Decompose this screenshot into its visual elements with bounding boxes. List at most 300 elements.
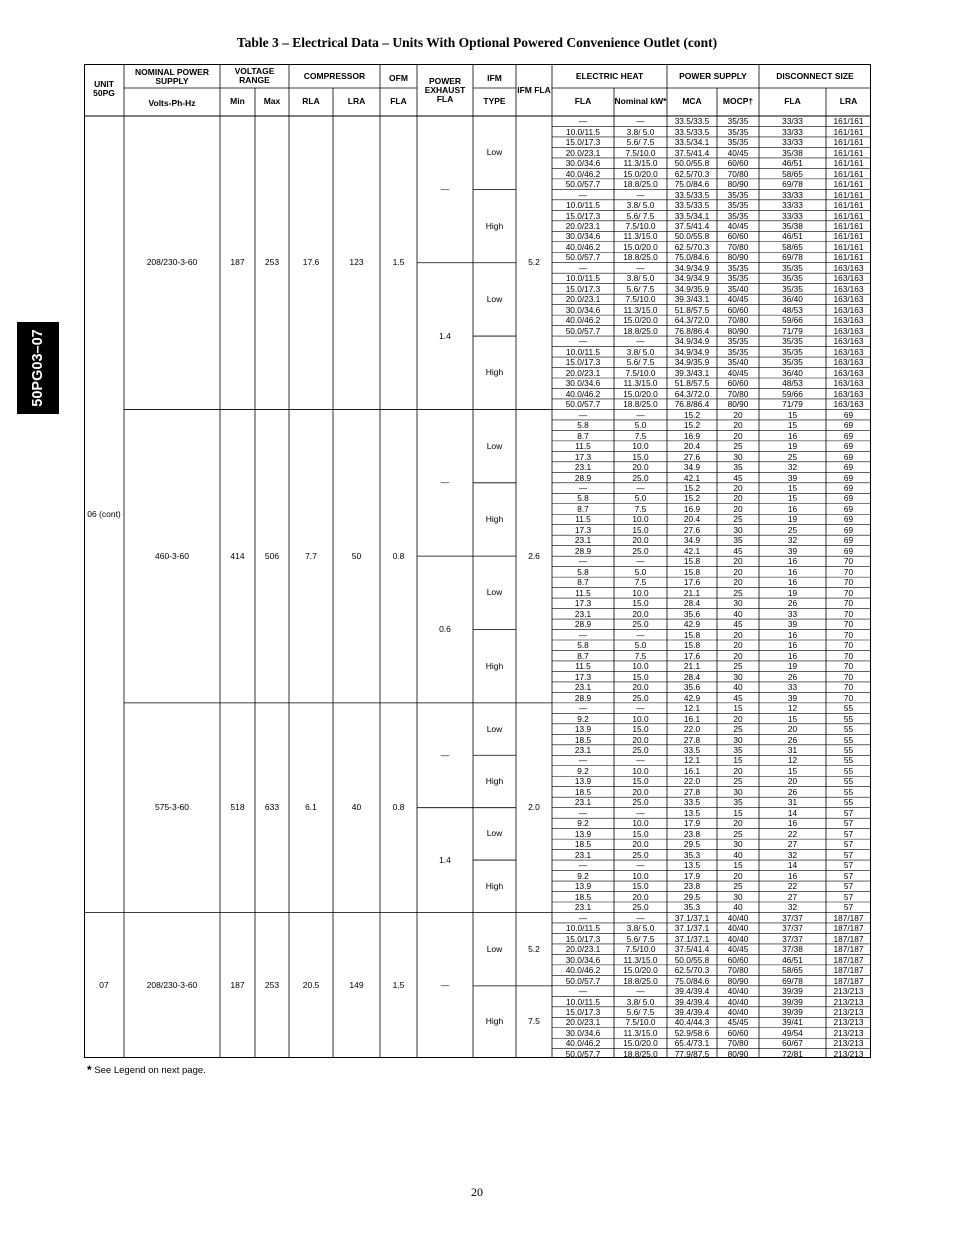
mocp-cell: 40/45 [727,220,749,231]
mca-cell: 28.4 [683,671,701,682]
disc-fla-cell: 46/51 [782,954,803,965]
heat-kw-cell: 18.8/25.0 [623,975,658,986]
mocp-cell: 45 [733,692,743,703]
electrical-data-table [84,64,871,1058]
disc-fla-cell: 20 [787,724,798,735]
mca-cell: 37.1/37.1 [674,923,710,934]
power-exhaust-cell: — [440,979,450,990]
compressor-lra-cell: 123 [349,257,364,268]
header-compressor: COMPRESSOR [303,70,366,81]
disc-fla-cell: 26 [787,671,798,682]
heat-fla-cell: 15.0/17.3 [565,1006,601,1017]
disc-fla-cell: 16 [787,566,798,577]
mocp-cell: 45/45 [727,1017,749,1028]
heat-kw-cell: 3.8/ 5.0 [626,273,655,284]
heat-fla-cell: — [578,807,588,818]
disc-fla-cell: 39/39 [782,996,803,1007]
power-exhaust-cell: 1.4 [439,854,451,865]
power-exhaust-cell: — [440,183,450,194]
heat-fla-cell: 8.7 [577,503,589,514]
disc-fla-cell: 15 [787,420,798,431]
heat-fla-cell: — [578,629,588,640]
heat-kw-cell: — [636,703,645,714]
disc-lra-cell: 55 [843,724,854,735]
header-electric-heat: ELECTRIC HEAT [575,70,644,81]
mca-cell: 21.1 [683,661,701,672]
disc-lra-cell: 70 [843,587,854,598]
mocp-cell: 25 [733,661,743,672]
mocp-cell: 30 [733,524,743,535]
mca-cell: 42.9 [683,692,701,703]
mocp-cell: 20 [733,650,743,661]
mocp-cell: 80/90 [727,179,749,190]
ifm-type-cell: Low [486,828,503,839]
heat-kw-cell: 11.3/15.0 [623,304,658,315]
disc-lra-cell: 161/161 [833,137,864,148]
heat-fla-cell: 40.0/46.2 [565,241,601,252]
disc-lra-cell: 187/187 [833,965,864,976]
heat-kw-cell: 5.0 [634,640,647,651]
disc-fla-cell: 71/79 [782,325,803,336]
heat-kw-cell: 10.0 [632,765,649,776]
disc-fla-cell: 35/35 [782,336,803,347]
disc-lra-cell: 70 [843,577,854,588]
heat-fla-cell: 23.1 [574,682,592,693]
heat-kw-cell: 18.8/25.0 [623,179,658,190]
header-ifm: IFM [487,72,502,83]
header-power-exhaust: POWER EXHAUST FLA [424,75,466,104]
mca-cell: 37.5/41.4 [674,147,710,158]
mocp-cell: 30 [733,734,743,745]
disc-fla-cell: 31 [787,744,798,755]
mocp-cell: 15 [733,807,743,818]
heat-kw-cell: 5.6/ 7.5 [626,283,655,294]
mocp-cell: 40/45 [727,367,749,378]
disc-fla-cell: 12 [787,755,798,766]
ifm-fla-cell: 5.2 [528,943,540,954]
disc-lra-cell: 69 [843,451,854,462]
heat-kw-cell: 25.0 [632,797,649,808]
mocp-cell: 40/40 [727,923,749,934]
heat-fla-cell: 15.0/17.3 [565,357,601,368]
mca-cell: 35.6 [683,682,701,693]
heat-kw-cell: 7.5/10.0 [625,944,656,955]
disc-lra-cell: 55 [843,797,854,808]
heat-kw-cell: 20.0 [632,734,649,745]
mocp-cell: 40 [733,608,743,619]
heat-fla-cell: 23.1 [574,535,592,546]
heat-kw-cell: 15.0 [632,828,649,839]
disc-fla-cell: 71/79 [782,399,803,410]
disc-lra-cell: 213/213 [833,986,864,997]
disc-lra-cell: 69 [843,524,854,535]
disc-lra-cell: 187/187 [833,954,864,965]
disc-lra-cell: 69 [843,430,854,441]
mocp-cell: 35/35 [727,210,749,221]
power-exhaust-cell: 0.6 [439,624,451,635]
disc-fla-cell: 48/53 [782,378,803,389]
heat-kw-cell: 15.0 [632,776,649,787]
disc-lra-cell: 55 [843,786,854,797]
mca-cell: 15.8 [683,556,701,567]
heat-fla-cell: 50.0/57.7 [565,1048,601,1059]
mca-cell: 33.5/33.5 [674,200,710,211]
disc-lra-cell: 69 [843,482,854,493]
ifm-type-cell: High [485,660,504,671]
disc-lra-cell: 55 [843,744,854,755]
ifm-fla-cell: 7.5 [528,1016,540,1027]
mca-cell: 21.1 [683,587,701,598]
heat-fla-cell: 18.5 [574,786,592,797]
mca-cell: 62.5/70.3 [674,168,710,179]
disc-fla-cell: 26 [787,734,798,745]
disc-fla-cell: 15 [787,765,798,776]
mca-cell: 50.0/55.8 [674,231,710,242]
mca-cell: 17.6 [683,577,701,588]
disc-lra-cell: 161/161 [833,158,864,169]
disc-lra-cell: 70 [843,598,854,609]
disc-lra-cell: 161/161 [833,241,864,252]
mocp-cell: 80/90 [727,399,749,410]
mocp-cell: 30 [733,891,743,902]
heat-fla-cell: — [578,703,588,714]
heat-fla-cell: 28.9 [574,472,592,483]
disc-lra-cell: 163/163 [833,388,864,399]
heat-kw-cell: 20.0 [632,786,649,797]
mca-cell: 34.9 [683,535,701,546]
disc-lra-cell: 57 [843,807,854,818]
mocp-cell: 35/35 [727,189,749,200]
disc-lra-cell: 163/163 [833,294,864,305]
disc-lra-cell: 187/187 [833,975,864,986]
heat-kw-cell: 20.0 [632,462,649,473]
mca-cell: 42.1 [683,545,701,556]
heat-fla-cell: 18.5 [574,839,592,850]
heat-fla-cell: 23.1 [574,849,592,860]
heat-kw-cell: 10.0 [632,818,649,829]
heat-kw-cell: 15.0 [632,671,649,682]
disc-fla-cell: 14 [787,807,798,818]
mca-cell: 64.3/72.0 [674,315,710,326]
heat-fla-cell: 11.5 [575,661,591,672]
disc-lra-cell: 69 [843,472,854,483]
mocp-cell: 60/60 [727,378,749,389]
mocp-cell: 45 [733,472,743,483]
heat-fla-cell: 15.0/17.3 [565,210,601,221]
heat-kw-cell: 20.0 [632,608,649,619]
mocp-cell: 45 [733,545,743,556]
heat-fla-cell: — [578,189,588,200]
heat-fla-cell: 8.7 [577,577,589,588]
mocp-cell: 40/45 [727,944,749,955]
disc-lra-cell: 163/163 [833,336,864,347]
mocp-cell: 35 [733,462,743,473]
disc-fla-cell: 32 [787,535,798,546]
mca-cell: 62.5/70.3 [674,241,710,252]
heat-kw-cell: 10.0 [632,587,649,598]
mca-cell: 75.0/84.6 [674,975,710,986]
disc-lra-cell: 213/213 [833,1038,864,1049]
heat-fla-cell: 28.9 [574,692,592,703]
mocp-cell: 20 [733,640,743,651]
disc-lra-cell: 70 [843,671,854,682]
heat-kw-cell: 15.0 [632,598,649,609]
power-exhaust-cell: — [440,477,450,488]
mocp-cell: 35/35 [727,116,749,127]
disc-fla-cell: 39 [787,619,798,630]
header-mca: MCA [682,95,702,106]
heat-kw-cell: 7.5 [634,430,647,441]
mocp-cell: 20 [733,430,743,441]
header-nominal-power-supply: NOMINAL POWER SUPPLY [135,67,209,86]
heat-kw-cell: 10.0 [632,441,649,452]
disc-fla-cell: 35/35 [782,283,803,294]
disc-fla-cell: 32 [787,462,798,473]
disc-fla-cell: 58/65 [782,241,803,252]
mocp-cell: 35 [733,797,743,808]
heat-fla-cell: 13.9 [574,828,592,839]
heat-fla-cell: 30.0/34.6 [565,158,601,169]
mocp-cell: 20 [733,503,743,514]
heat-kw-cell: 11.3/15.0 [623,231,658,242]
heat-fla-cell: 5.8 [577,566,589,577]
mocp-cell: 45 [733,619,743,630]
disc-lra-cell: 163/163 [833,315,864,326]
mocp-cell: 20 [733,577,743,588]
disc-fla-cell: 16 [787,503,798,514]
heat-fla-cell: 23.1 [574,744,592,755]
mocp-cell: 25 [733,514,743,525]
heat-kw-cell: 15.0 [632,524,649,535]
mca-cell: 37.5/41.4 [674,220,710,231]
mca-cell: 12.1 [683,703,701,714]
mocp-cell: 35/35 [727,336,749,347]
mca-cell: 23.8 [683,881,701,892]
disc-lra-cell: 163/163 [833,399,864,410]
heat-kw-cell: — [636,986,645,997]
heat-fla-cell: — [578,409,588,420]
mocp-cell: 40/40 [727,996,749,1007]
heat-fla-cell: 9.2 [577,713,589,724]
ifm-fla-cell: 5.2 [528,257,540,268]
heat-fla-cell: 8.7 [577,430,589,441]
header-disc-lra: LRA [839,95,858,106]
disc-fla-cell: 33 [787,608,798,619]
ifm-type-cell: High [485,367,504,378]
disc-fla-cell: 39/39 [782,986,803,997]
disc-lra-cell: 57 [843,849,854,860]
disc-lra-cell: 70 [843,640,854,651]
disc-fla-cell: 37/37 [782,912,803,923]
ofm-fla-cell: 1.5 [392,979,405,990]
mca-cell: 34.9/35.9 [674,357,710,368]
mca-cell: 42.9 [683,619,701,630]
heat-kw-cell: 25.0 [632,545,649,556]
mca-cell: 51.8/57.5 [674,304,710,315]
heat-fla-cell: 30.0/34.6 [565,378,601,389]
header-disconnect-size: DISCONNECT SIZE [776,70,854,81]
header-mocp: MOCP† [722,95,754,106]
heat-kw-cell: 7.5 [634,503,647,514]
mocp-cell: 20 [733,870,743,881]
disc-fla-cell: 35/35 [782,273,803,284]
header-ofm-fla: FLA [390,95,407,106]
mca-cell: 75.0/84.6 [674,179,710,190]
disc-fla-cell: 16 [787,629,798,640]
mca-cell: 27.6 [683,451,701,462]
mocp-cell: 25 [733,881,743,892]
mocp-cell: 60/60 [727,1027,749,1038]
side-tab [17,322,59,414]
heat-fla-cell: 40.0/46.2 [565,315,601,326]
ifm-type-cell: Low [486,147,503,158]
mocp-cell: 30 [733,839,743,850]
heat-kw-cell: 5.6/ 7.5 [626,357,655,368]
disc-lra-cell: 163/163 [833,304,864,315]
disc-fla-cell: 58/65 [782,168,803,179]
mca-cell: 77.9/87.5 [674,1048,710,1059]
heat-kw-cell: 10.0 [632,661,649,672]
disc-lra-cell: 163/163 [833,273,864,284]
heat-kw-cell: 7.5/10.0 [625,367,656,378]
disc-fla-cell: 35/38 [782,147,803,158]
heat-fla-cell: — [578,755,588,766]
mocp-cell: 35/35 [727,273,749,284]
heat-kw-cell: 7.5/10.0 [625,147,656,158]
heat-fla-cell: 50.0/57.7 [565,975,601,986]
heat-fla-cell: 17.3 [574,671,592,682]
heat-kw-cell: 25.0 [632,692,649,703]
heat-kw-cell: 15.0/20.0 [623,388,658,399]
mca-cell: 17.9 [683,870,701,881]
mca-cell: 50.0/55.8 [674,158,710,169]
mocp-cell: 20 [733,493,743,504]
heat-kw-cell: 25.0 [632,849,649,860]
disc-fla-cell: 15 [787,482,798,493]
heat-fla-cell: 40.0/46.2 [565,388,601,399]
ifm-type-cell: Low [486,943,503,954]
mocp-cell: 70/80 [727,965,749,976]
heat-kw-cell: 20.0 [632,682,649,693]
mocp-cell: 40/40 [727,933,749,944]
heat-kw-cell: 15.0/20.0 [623,241,658,252]
page-number: 20 [471,1185,483,1199]
mca-cell: 17.9 [683,818,701,829]
heat-kw-cell: 11.3/15.0 [623,1027,658,1038]
disc-fla-cell: 72/81 [782,1048,803,1059]
heat-kw-cell: 5.0 [634,566,647,577]
heat-fla-cell: 30.0/34.6 [565,304,601,315]
disc-fla-cell: 26 [787,786,798,797]
disc-fla-cell: 36/40 [782,294,803,305]
mocp-cell: 25 [733,776,743,787]
mocp-cell: 15 [733,755,743,766]
disc-fla-cell: 33/33 [782,210,803,221]
mocp-cell: 15 [733,860,743,871]
disc-lra-cell: 57 [843,881,854,892]
disc-lra-cell: 57 [843,818,854,829]
mca-cell: 37.1/37.1 [674,933,710,944]
side-tab-label: 50PG03–07 [30,329,46,407]
heat-kw-cell: 5.0 [634,493,647,504]
mocp-cell: 35 [733,744,743,755]
disc-lra-cell: 163/163 [833,283,864,294]
heat-kw-cell: — [636,755,645,766]
disc-lra-cell: 161/161 [833,231,864,242]
disc-fla-cell: 58/65 [782,965,803,976]
disc-fla-cell: 16 [787,430,798,441]
disc-fla-cell: 26 [787,598,798,609]
heat-kw-cell: — [636,116,645,127]
heat-fla-cell: — [578,986,588,997]
heat-fla-cell: 15.0/17.3 [565,283,601,294]
voltage-min-cell: 414 [230,550,245,561]
mca-cell: 34.9 [683,462,701,473]
mca-cell: 33.5/34.1 [674,137,710,148]
heat-kw-cell: 5.0 [634,420,647,431]
disc-fla-cell: 32 [787,902,798,913]
disc-lra-cell: 161/161 [833,210,864,221]
heat-fla-cell: 20.0/23.1 [565,944,601,955]
disc-fla-cell: 39/41 [782,1017,803,1028]
mca-cell: 42.1 [683,472,701,483]
mocp-cell: 20 [733,713,743,724]
disc-lra-cell: 213/213 [833,1006,864,1017]
disc-fla-cell: 16 [787,870,798,881]
heat-kw-cell: 3.8/ 5.0 [626,200,655,211]
heat-kw-cell: 3.8/ 5.0 [626,346,655,357]
compressor-rla-cell: 6.1 [305,802,317,813]
mca-cell: 13.5 [683,807,701,818]
mca-cell: 34.9/35.9 [674,283,710,294]
mocp-cell: 25 [733,587,743,598]
disc-lra-cell: 70 [843,556,854,567]
volts-cell: 208/230-3-60 [146,979,198,990]
heat-fla-cell: 10.0/11.5 [566,273,600,284]
heat-fla-cell: 13.9 [574,724,592,735]
mocp-cell: 80/90 [727,325,749,336]
heat-kw-cell: 5.6/ 7.5 [626,137,655,148]
disc-lra-cell: 163/163 [833,367,864,378]
mca-cell: 27.8 [683,786,701,797]
mca-cell: 34.9/34.9 [674,273,710,284]
mocp-cell: 20 [733,818,743,829]
heat-fla-cell: 11.5 [575,441,591,452]
heat-kw-cell: 3.8/ 5.0 [626,126,655,137]
heat-fla-cell: 20.0/23.1 [565,1017,601,1028]
mocp-cell: 40/45 [727,294,749,305]
mocp-cell: 35 [733,535,743,546]
mocp-cell: 80/90 [727,252,749,263]
disc-lra-cell: 57 [843,891,854,902]
mca-cell: 12.1 [683,755,701,766]
disc-lra-cell: 161/161 [833,189,864,200]
footnote-mark: * [87,1063,92,1077]
mca-cell: 51.8/57.5 [674,378,710,389]
header-power-supply: POWER SUPPLY [679,70,747,81]
heat-fla-cell: — [578,116,588,127]
header-unit: UNIT 50PG [93,79,115,98]
heat-fla-cell: 20.0/23.1 [565,220,601,231]
unit-cell: 06 (cont) [87,508,121,519]
ifm-type-cell: High [485,220,504,231]
heat-fla-cell: 10.0/11.5 [566,346,600,357]
header-rla: RLA [302,95,320,106]
mocp-cell: 20 [733,420,743,431]
mca-cell: 16.1 [683,765,701,776]
disc-fla-cell: 33/33 [782,126,803,137]
mca-cell: 23.8 [683,828,701,839]
